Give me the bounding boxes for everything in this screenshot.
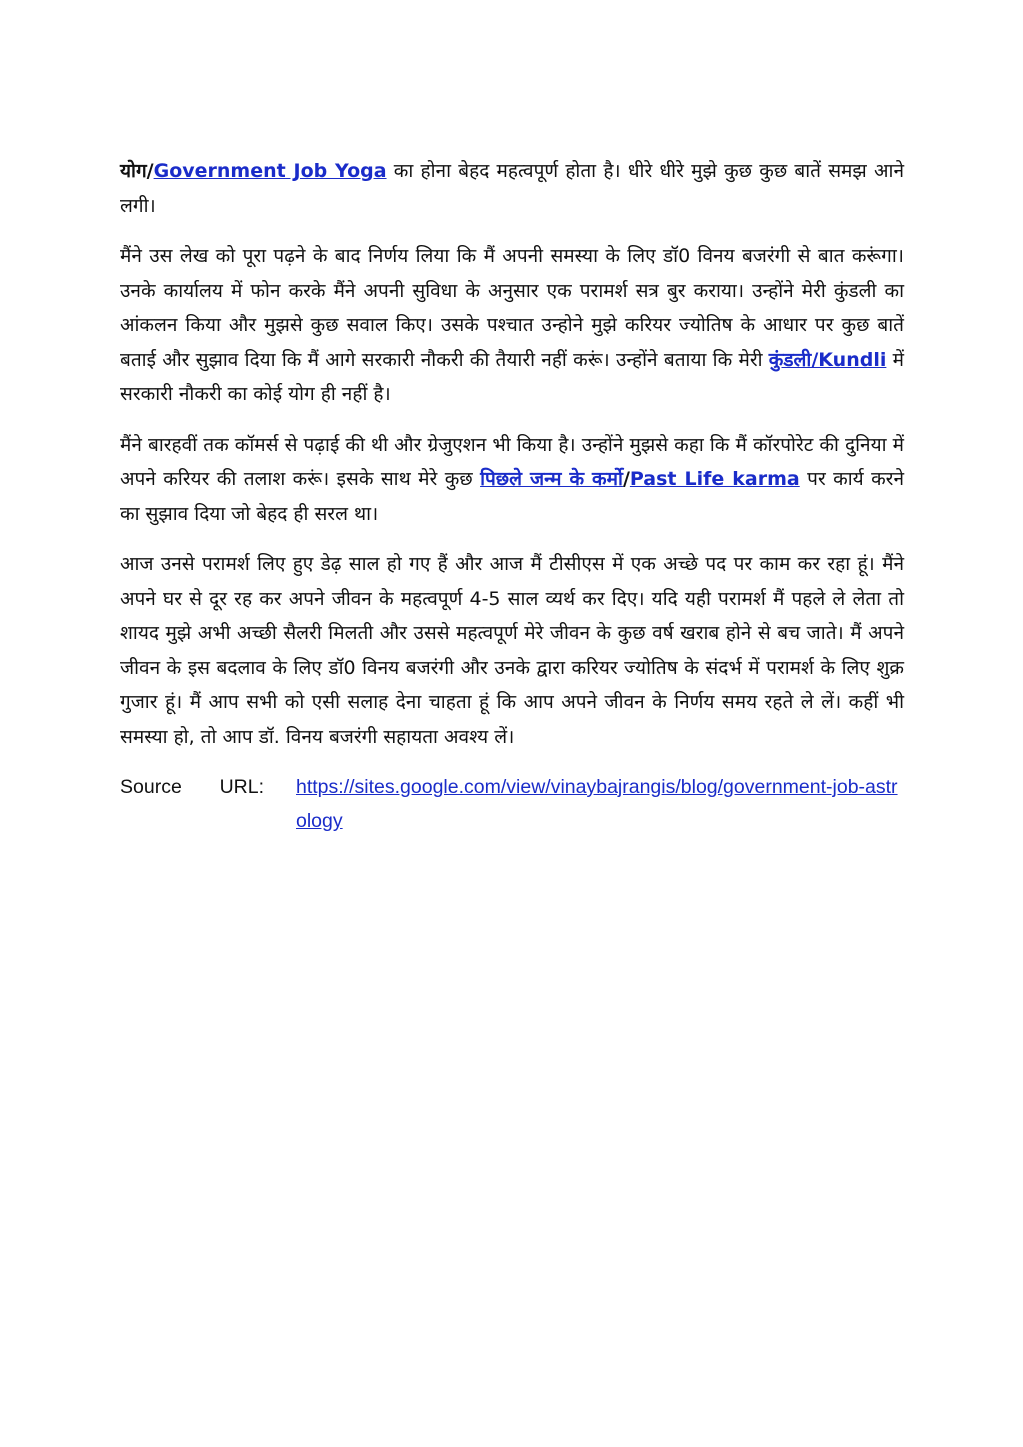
source-line: [120, 770, 904, 838]
paragraph-3-text-a: मैंने बारहवीं तक कॉमर्स से पढ़ाई की थी और ग्रेजुएशन भी किया है। उन्होंने मुझसे कहा कि मैं कॉरपोरेट की दुनिया में अपने करियर की तलाश करूं। इसके साथ मेरे कुछ: [120, 433, 904, 490]
source-url-container: [296, 770, 904, 838]
government-job-yoga-link[interactable]: Government Job Yoga: [153, 160, 387, 182]
past-life-karma-hindi-link[interactable]: पिछले जन्म के कर्मो: [480, 468, 623, 490]
kundli-link[interactable]: कुंडली/Kundli: [768, 348, 887, 371]
paragraph-2-text-b: में सरकारी नौकरी का कोई योग ही नहीं है।: [120, 348, 905, 405]
paragraph-1: [120, 154, 904, 223]
source-label-word: Source: [120, 776, 182, 798]
slash-separator: /: [622, 468, 630, 490]
paragraph-3: [120, 428, 904, 532]
paragraph-2: [120, 239, 904, 412]
past-life-karma-link[interactable]: Past Life karma: [629, 468, 800, 490]
slash-separator: /: [146, 160, 154, 182]
paragraph-3-text-b: पर कार्य करने का सुझाव दिया जो बेहद ही सरल था।: [120, 468, 905, 525]
yoga-heading-word: योग: [120, 160, 147, 182]
source-label-url: URL:: [219, 776, 264, 798]
paragraph-1-text: का होना बेहद महत्वपूर्ण होता है। धीरे धीरे मुझे कुछ कुछ बातें समझ आने लगी।: [120, 160, 904, 217]
document-page: [120, 154, 904, 838]
paragraph-4-text: आज उनसे परामर्श लिए हुए डेढ़ साल हो गए हैं और आज मैं टीसीएस में एक अच्छे पद पर काम कर रहा हूं। मैंने अपने घर से दूर रह कर अपने जीवन के महत्वपूर्ण 4-5 साल व्यर्थ कर दिए। यदि यही परामर्श मैं पहले ले लेता तो शायद मुझे अभी अच्छी सैलरी मिलती और उससे महत्वपूर्ण मेरे जीवन के कुछ वर्ष खराब होने से बच जाते। मैं अपने जीवन के इस बदलाव के लिए डॉ0 विनय बजरंगी और उनके द्वारा करियर ज्योतिष के संदर्भ में परामर्श के लिए शुक्र गुजार हूं। मैं आप सभी को एसी सलाह देना चाहता हूं कि आप अपने जीवन के निर्णय समय रहते ले लें। कहीं भी समस्या हो, तो आप डॉ. विनय बजरंगी सहायता अवश्य लें।: [120, 553, 904, 748]
source-label: [120, 770, 296, 838]
paragraph-2-text-a: मैंने उस लेख को पूरा पढ़ने के बाद निर्णय लिया कि मैं अपनी समस्या के लिए डॉ0 विनय बजरंगी से बात करूंगा। उनके कार्यालय में फोन करके मैंने अपनी सुविधा के अनुसार एक परामर्श सत्र बुर कराया। उन्होंने मेरी कुंडली का आंकलन किया और मुझसे कुछ सवाल किए। उसके पश्चात उन्होने मुझे करियर ज्योतिष के आधार पर कुछ बातें बताई और सुझाव दिया कि मैं आगे सरकारी नौकरी की तैयारी नहीं करूं। उन्होंने बताया कि मेरी: [120, 245, 904, 371]
source-url-link[interactable]: https://sites.google.com/view/vinaybajrangis/blog/government-job-astrology: [296, 776, 898, 832]
paragraph-4: [120, 547, 904, 754]
